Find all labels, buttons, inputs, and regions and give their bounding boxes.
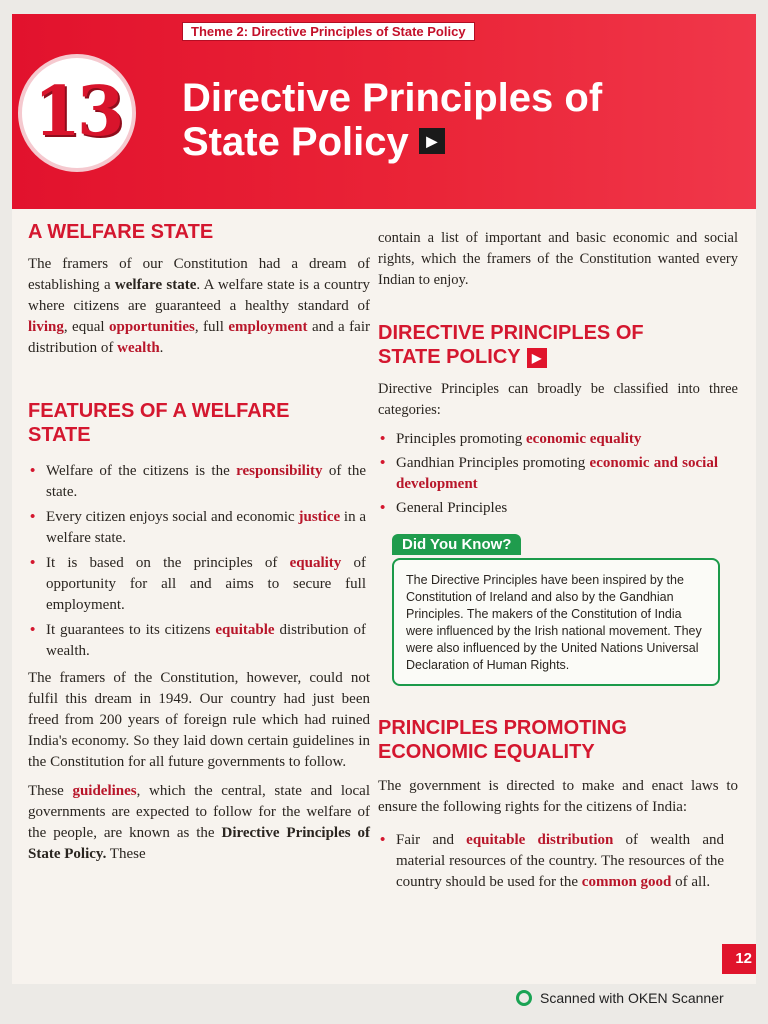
scanner-text: Scanned with OKEN Scanner	[540, 990, 724, 1006]
theme-tag: Theme 2: Directive Principles of State Policy	[182, 22, 475, 41]
chapter-title-line1: Directive Principles of	[182, 76, 603, 120]
right-column-lower	[378, 716, 738, 893]
play-icon[interactable]: ▶	[527, 348, 547, 368]
list-item: • Fair and equitable distribution of wealth and material resources of the country. The resources of the country should be used for the common good of all.	[378, 830, 724, 893]
list-item: • General Principles	[378, 498, 718, 519]
guidelines-paragraph: These guidelines, which the central, state and local governments are expected to follow for the welfare of the people, are known as the Directive Principles of State Policy. These	[28, 783, 370, 862]
play-icon[interactable]: ▶	[419, 128, 445, 154]
rights-list	[378, 830, 738, 893]
page-number: 12	[722, 944, 756, 974]
scanner-logo-icon	[516, 990, 532, 1006]
chapter-title-line2-wrap	[182, 120, 602, 164]
welfare-state-paragraph: The framers of our Constitution had a dream of establishing a welfare state. A welfare state is a country where citizens are guaranteed a healthy standard of living, equal opportunities, full employment and a fair distribution of wealth.	[28, 256, 370, 356]
did-you-know-label: Did You Know?	[392, 534, 521, 555]
economic-equality-intro: The government is directed to make and enact laws to ensure the following rights for the citizens of India:	[378, 778, 738, 815]
list-item: • Welfare of the citizens is the responsibility of the state.	[28, 461, 366, 503]
list-item: • It is based on the principles of equality of opportunity for all and aims to secure full employment.	[28, 553, 366, 616]
chapter-title	[182, 76, 602, 164]
dpsp-heading: DIRECTIVE PRINCIPLES OF STATE POLICY ▶	[378, 322, 644, 368]
categories-list	[378, 429, 738, 519]
left-column	[28, 214, 370, 865]
scanner-watermark	[516, 990, 724, 1012]
economic-equality-heading: PRINCIPLES PROMOTING ECONOMIC EQUALITY	[378, 717, 627, 763]
framers-paragraph: The framers of the Constitution, however, could not fulfil this dream in 1949. Our country had just been freed from 200 years of foreign rule which had ruined India's economy. So they laid down certain guidelines in the Constitution for all future governments to follow.	[28, 670, 370, 770]
dpsp-intro: Directive Principles can broadly be classified into three categories:	[378, 381, 738, 418]
list-item: • Every citizen enjoys social and economic justice in a welfare state.	[28, 507, 366, 549]
did-you-know-text: The Directive Principles have been inspired by the Constitution of Ireland and also by the Gandhian Principles. The makers of the Constitution of India were influenced by the Irish national movement. They were also influenced by the United Nations Universal Declaration of Human Rights.	[406, 573, 702, 672]
chapter-banner	[12, 14, 756, 209]
welfare-state-heading: A WELFARE STATE	[28, 221, 214, 243]
textbook-page	[12, 14, 756, 984]
did-you-know-box	[392, 558, 720, 686]
features-list	[28, 461, 370, 662]
list-item: • Principles promoting economic equality	[378, 429, 718, 450]
list-item: • It guarantees to its citizens equitable distribution of wealth.	[28, 620, 366, 662]
features-heading: FEATURES OF A WELFARE STATE	[28, 400, 290, 446]
continued-paragraph: contain a list of important and basic economic and social rights, which the framers of the Constitution wanted every Indian to enjoy.	[378, 230, 738, 288]
chapter-title-line2: State Policy	[182, 120, 409, 164]
list-item: • Gandhian Principles promoting economic and social development	[378, 453, 718, 495]
chapter-number: 13	[33, 72, 121, 152]
right-column	[378, 214, 738, 519]
chapter-number-badge	[18, 54, 136, 172]
